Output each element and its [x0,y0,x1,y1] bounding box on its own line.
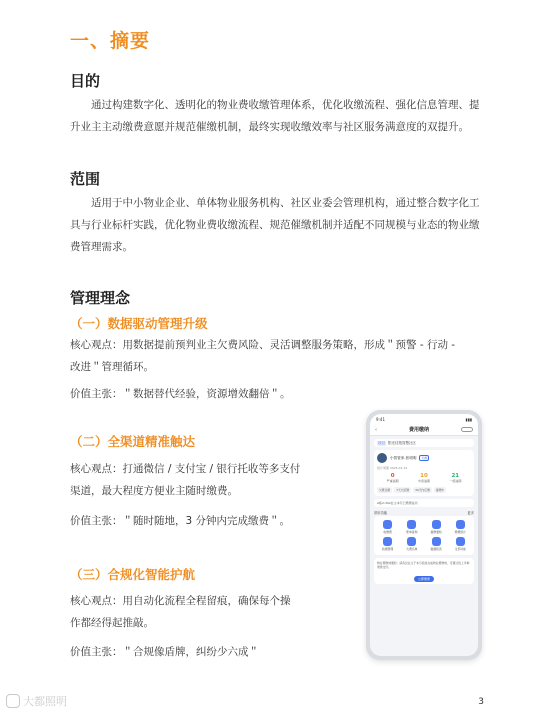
phone-grid-item [376,520,399,534]
philosophy-heading: 管理理念 [70,289,131,307]
purpose-text: 通过构建数字化、透明化的物业费收缴管理体系，优化收缴流程、强化信息管理、提升业主主动缴费意愿并规范催缴机制，最终实现收缴效率与社区服务满意度的双提升。 [70,99,480,133]
philosophy-item-1-core-line1: 核心观点：用数据提前预判业主欠费风险、灵活调整服务策略，形成＂预警 - 行动 - [70,339,456,351]
watermark-text: 大都照明 [23,695,67,708]
back-icon: ‹ [375,426,377,433]
phone-section-label: 常用功能 [374,511,388,515]
philosophy-item-3-title: （三）合规化智能护航 [70,567,196,582]
phone-nav-bar [370,424,478,436]
phone-section-header [374,510,474,515]
philosophy-item-3-value: 价值主张：＂合规像盾牌，纠纷少六成＂ [70,646,259,658]
philosophy-item-1-title: （一）数据驱动管理升级 [70,316,208,331]
phone-status-bar [370,414,478,424]
list-icon [407,537,416,546]
phone-stat-3-label: 一般逾期 [449,479,462,483]
phone-grid-label: 催缴通知 [430,530,442,534]
phone-user-switch: 切换 [421,456,428,460]
scope-heading: 范围 [70,170,101,188]
phone-grid-label: 收据管理 [382,547,394,551]
phone-grid-item [449,520,472,534]
phone-notice-button: 立即缴费 [414,576,434,582]
avatar [377,453,387,463]
receipt-icon [383,537,392,546]
phone-grid-label: 缴费统计 [454,530,466,534]
phone-grid-item [425,520,448,534]
phone-nav-title: 费用缴纳 [408,427,429,433]
philosophy-item-2-value: 价值主张：＂随时随地，3 分钟内完成缴费＂。 [70,515,291,527]
philosophy-item-2-core-line1: 核心观点：打通微信 / 支付宝 / 银行托收等多支付 [70,463,301,475]
phone-grid-item [400,520,423,534]
phone-notice-card [374,558,474,584]
phone-stat-2-label: 中度逾期 [417,479,430,483]
phone-summary-card [374,450,474,496]
philosophy-item-2-core-line2: 渠道，最大程度方便业主随时缴费。 [70,485,238,497]
phone-grid-label: 收缴费 [383,530,392,534]
phone-date-row: 统计周期 2025-01-31 [377,466,408,470]
phone-grid-item [449,537,472,551]
philosophy-item-3-core-line2: 作都经得起推敲。 [70,617,154,629]
watermark [6,693,67,709]
phone-mockup-image [366,410,482,660]
phone-user-name: 小智管家-张明明 [390,455,417,460]
scope-text: 适用于中小物业企业、单体物业服务机构、社区业委会管理机构，通过整合数字化工具与行业标杆实践，优化物业费收缴流程、规范催缴机制并适配不同规模与业态的物业缴费管理需求。 [70,197,480,253]
notice-icon [432,520,441,529]
phone-stat-3-value: 21 [451,473,460,479]
grid-icon [456,537,465,546]
phone-function-grid [374,516,474,555]
phone-project-selector [374,439,474,447]
mini-program-menu-icon [461,427,473,432]
phone-alert: A栋2-302业主本月已缴费成功 [374,499,474,507]
phone-grid-item [400,537,423,551]
report-icon [432,537,441,546]
phone-stats [377,473,471,483]
phone-section-more: 更多 [467,511,474,515]
phone-grid-item [376,537,399,551]
philosophy-item-1-value: 价值主张：＂数据替代经验，资源增效翻倍＂。 [70,388,291,400]
phone-status-time: 9:41 [376,416,385,422]
signal-icon: ▮▮▮ [465,416,472,422]
philosophy-item-1-core-line2: 改进＂管理循环。 [70,361,154,373]
phone-grid-label: 账单查询 [406,530,418,534]
phone-grid-label: 数据报表 [430,547,442,551]
phone-chip: 催缴中 [435,488,445,492]
phone-selector-tag: 项目 [378,440,385,445]
phone-notice-text: 物业费缴纳通知：请各位业主于本月底前完成物业费缴纳，可通过线上多种渠道支付。 [377,561,470,569]
purpose-heading: 目的 [70,72,101,90]
phone-grid-label: 欠费名单 [406,547,418,551]
phone-chip: 欠费总额 [379,488,391,492]
page-number: 3 [478,697,484,707]
phone-stat-1-value: 0 [390,473,395,479]
payment-icon [383,520,392,529]
phone-stat-3 [449,473,461,483]
phone-selector-text: 阳光佳苑智慧社区 [388,440,416,445]
phone-grid-item [425,537,448,551]
phone-stat-2 [418,473,430,483]
phone-screen [370,414,478,656]
phone-stat-2-value: 10 [420,473,428,479]
phone-chip: 7天内应缴 [396,488,410,492]
phone-grid-label: 全部功能 [454,547,466,551]
watermark-logo-icon [6,694,20,708]
phone-chips [377,487,471,493]
stats-icon [456,520,465,529]
philosophy-item-3-core-line1: 核心观点：用自动化流程全程留痕，确保每个操 [70,595,291,607]
page-title: 一、摘要 [70,30,151,52]
phone-stat-1-label: 严重逾期 [386,479,399,483]
phone-user-row [377,453,471,463]
bill-icon [407,520,416,529]
phone-chip: 30天内应缴 [415,488,430,492]
philosophy-item-2-title: （二）全渠道精准触达 [70,434,196,449]
phone-stat-1 [387,473,399,483]
